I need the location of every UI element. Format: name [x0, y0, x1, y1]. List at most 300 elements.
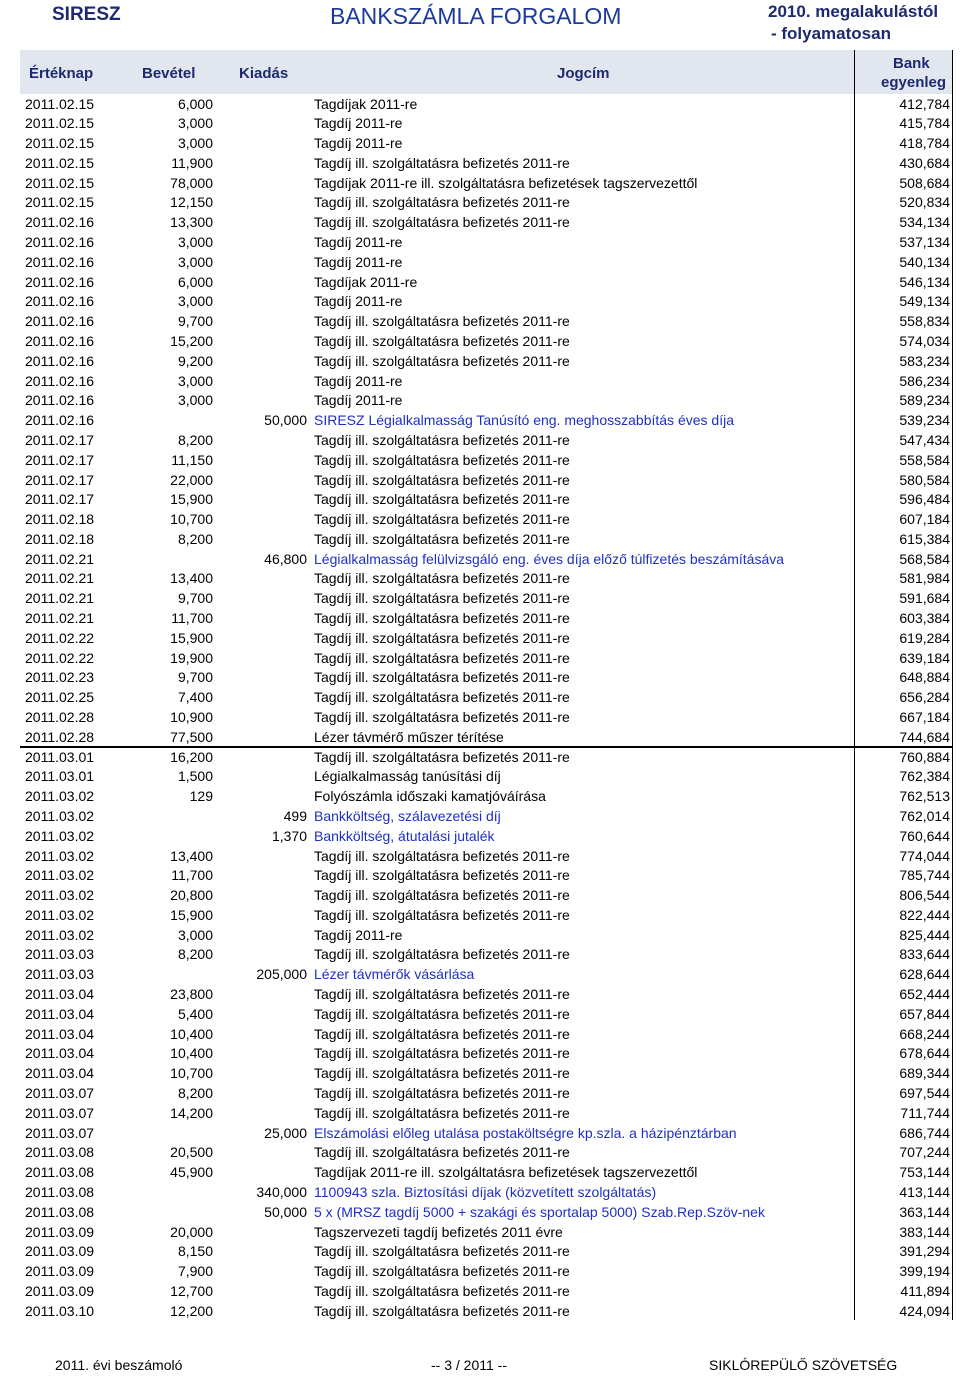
row-expense: 340,000	[256, 1183, 307, 1200]
row-description: Bankköltség, átutalási jutalék	[314, 827, 495, 844]
row-description: Tagdíj ill. szolgáltatásra befizetés 2011-re	[314, 214, 570, 231]
row-income: 12,150	[170, 194, 213, 211]
row-balance: 833,644	[899, 946, 950, 963]
row-balance: 539,234	[899, 412, 950, 429]
row-balance: 753,144	[899, 1164, 950, 1181]
table-row	[0, 588, 960, 608]
row-description: Tagdíj ill. szolgáltatásra befizetés 2011-re	[314, 570, 570, 587]
row-balance: 762,014	[899, 807, 950, 824]
row-balance: 430,684	[899, 154, 950, 171]
row-balance: 540,134	[899, 253, 950, 270]
row-description: Tagdíj ill. szolgáltatásra befizetés 2011-re	[314, 847, 570, 864]
row-description: Tagdíj 2011-re	[314, 392, 403, 409]
row-expense: 1,370	[271, 827, 307, 844]
row-balance: 534,134	[899, 214, 950, 231]
row-income: 10,400	[170, 1045, 213, 1062]
row-balance: 558,584	[899, 451, 950, 468]
row-income: 15,200	[170, 332, 213, 349]
row-description: Tagdíj ill. szolgáltatásra befizetés 2011-re	[314, 451, 570, 468]
row-balance: 415,784	[899, 115, 950, 132]
row-balance: 586,234	[899, 372, 950, 389]
row-income: 45,900	[170, 1164, 213, 1181]
row-expense: 499	[283, 807, 307, 824]
table-row	[0, 1063, 960, 1083]
row-balance: 383,144	[899, 1223, 950, 1240]
table-row	[0, 707, 960, 727]
row-date: 2011.02.16	[25, 214, 95, 231]
row-balance: 806,544	[899, 887, 950, 904]
row-date: 2011.02.28	[25, 708, 95, 725]
row-balance: 619,284	[899, 629, 950, 646]
row-balance: 411,894	[900, 1282, 950, 1299]
row-income: 3,000	[177, 372, 213, 389]
row-date: 2011.02.16	[25, 352, 95, 369]
row-income: 23,800	[170, 986, 213, 1003]
row-description: Tagdíjak 2011-re ill. szolgáltatásra befizetések tagszervezettől	[314, 1164, 698, 1181]
table-row	[0, 1182, 960, 1202]
column-header-date: Értéknap	[29, 65, 94, 82]
row-date: 2011.03.10	[25, 1302, 95, 1319]
row-income: 3,000	[177, 392, 213, 409]
row-description: Tagdíj ill. szolgáltatásra befizetés 2011-re	[314, 946, 570, 963]
column-header-balance-line2: egyenleg	[881, 74, 947, 91]
column-header-income: Bevétel	[142, 65, 196, 82]
table-row	[0, 133, 960, 153]
row-date: 2011.02.21	[25, 610, 95, 627]
table-row	[0, 252, 960, 272]
row-date: 2011.03.07	[25, 1124, 95, 1141]
row-description: 1100943 szla. Biztosítási díjak (közvetített szolgáltatás)	[314, 1183, 657, 1200]
row-date: 2011.03.01	[25, 748, 95, 765]
row-date: 2011.02.15	[25, 154, 95, 171]
row-date: 2011.03.04	[25, 1005, 95, 1022]
row-description: Tagdíj ill. szolgáltatásra befizetés 2011-re	[314, 1302, 570, 1319]
row-balance: 558,834	[899, 313, 950, 330]
row-description: Tagdíjak 2011-re	[314, 95, 418, 112]
row-income: 13,300	[170, 214, 213, 231]
table-row	[0, 410, 960, 430]
row-date: 2011.02.18	[25, 530, 95, 547]
row-date: 2011.03.02	[25, 827, 95, 844]
row-balance: 762,513	[899, 788, 950, 805]
row-date: 2011.03.02	[25, 867, 95, 884]
row-balance: 546,134	[899, 273, 950, 290]
row-date: 2011.02.16	[25, 332, 95, 349]
table-row	[0, 470, 960, 490]
table-row	[0, 94, 960, 114]
row-description: Tagdíj ill. szolgáltatásra befizetés 2011-re	[314, 610, 570, 627]
row-income: 78,000	[170, 174, 213, 191]
row-income: 8,200	[177, 946, 213, 963]
row-balance: 399,194	[899, 1263, 950, 1280]
row-balance: 697,544	[899, 1085, 950, 1101]
table-row	[0, 1202, 960, 1222]
row-date: 2011.02.21	[25, 590, 95, 607]
table-row	[0, 568, 960, 588]
row-income: 6,000	[177, 273, 213, 290]
row-date: 2011.03.01	[25, 768, 95, 785]
row-description: Tagdíj ill. szolgáltatásra befizetés 2011-re	[314, 491, 570, 508]
table-row	[0, 232, 960, 252]
table-row	[0, 608, 960, 628]
table-row	[0, 331, 960, 351]
row-balance: 686,744	[899, 1124, 950, 1141]
row-balance: 418,784	[899, 135, 950, 152]
row-income: 3,000	[177, 926, 213, 943]
row-balance: 760,884	[899, 748, 950, 765]
footer-report-name: 2011. évi beszámoló	[55, 1357, 183, 1373]
row-income: 7,900	[177, 1263, 213, 1280]
row-income: 8,200	[177, 1085, 213, 1101]
row-date: 2011.03.02	[25, 906, 95, 923]
table-row	[0, 628, 960, 648]
row-income: 10,900	[170, 708, 213, 725]
row-description: Tagdíj ill. szolgáltatásra befizetés 2011-re	[314, 1025, 570, 1042]
row-description: Tagdíj ill. szolgáltatásra befizetés 2011-re	[314, 1065, 570, 1082]
row-balance: 589,234	[899, 392, 950, 409]
row-expense: 46,800	[264, 550, 307, 567]
table-row	[0, 826, 960, 846]
row-description: Tagdíj 2011-re	[314, 293, 403, 310]
row-income: 11,700	[171, 867, 213, 884]
row-date: 2011.02.15	[25, 135, 95, 152]
table-row	[0, 371, 960, 391]
row-income: 10,700	[170, 511, 213, 528]
row-description: Tagdíj ill. szolgáltatásra befizetés 2011-re	[314, 986, 570, 1003]
row-expense: 25,000	[264, 1124, 307, 1141]
row-description: Bankköltség, szálavezetési díj	[314, 807, 501, 824]
row-description: Tagszervezeti tagdíj befizetés 2011 évre	[314, 1223, 563, 1240]
row-date: 2011.02.22	[25, 649, 95, 666]
row-balance: 657,844	[899, 1005, 950, 1022]
row-income: 10,400	[170, 1025, 213, 1042]
table-row	[0, 1004, 960, 1024]
row-description: Tagdíj ill. szolgáltatásra befizetés 2011-re	[314, 194, 570, 211]
row-income: 129	[189, 788, 213, 805]
row-income: 7,400	[177, 689, 213, 706]
row-date: 2011.02.17	[25, 431, 95, 448]
row-date: 2011.03.09	[25, 1243, 95, 1260]
row-description: Tagdíj 2011-re	[314, 926, 403, 943]
row-description: Légialkalmasság tanúsítási díj	[314, 768, 501, 785]
table-row	[0, 311, 960, 331]
row-income: 8,150	[177, 1243, 213, 1260]
row-description: Tagdíj ill. szolgáltatásra befizetés 2011-re	[314, 1243, 570, 1260]
row-description: Tagdíjak 2011-re	[314, 273, 418, 290]
table-row	[0, 727, 960, 747]
row-balance: 639,184	[899, 649, 950, 666]
table-row	[0, 351, 960, 371]
table-row	[0, 925, 960, 945]
row-income: 20,800	[170, 887, 213, 904]
row-balance: 744,684	[899, 728, 950, 745]
row-date: 2011.02.16	[25, 372, 95, 389]
row-date: 2011.02.15	[25, 174, 95, 191]
row-income: 15,900	[170, 491, 213, 508]
row-income: 9,700	[177, 669, 213, 686]
row-description: Tagdíj ill. szolgáltatásra befizetés 2011-re	[314, 708, 570, 725]
table-row	[0, 549, 960, 569]
table-row	[0, 944, 960, 964]
row-description: SIRESZ Légialkalmasság Tanúsító eng. meghosszabbítás éves díja	[314, 412, 734, 429]
row-date: 2011.03.02	[25, 788, 95, 805]
row-description: Tagdíj ill. szolgáltatásra befizetés 2011-re	[314, 590, 570, 607]
table-row	[0, 1043, 960, 1063]
table-row	[0, 786, 960, 806]
row-date: 2011.03.09	[25, 1223, 95, 1240]
row-description: Tagdíj ill. szolgáltatásra befizetés 2011-re	[314, 748, 570, 765]
organization-name: SIRESZ	[52, 4, 121, 25]
table-row	[0, 1281, 960, 1301]
row-balance: 707,244	[899, 1144, 950, 1161]
table-row	[0, 1301, 960, 1321]
row-date: 2011.02.17	[25, 451, 95, 468]
row-date: 2011.03.03	[25, 946, 95, 963]
table-row	[0, 648, 960, 668]
row-date: 2011.03.04	[25, 1065, 95, 1082]
row-description: Tagdíj ill. szolgáltatásra befizetés 2011-re	[314, 1263, 570, 1280]
period-label: 2010. megalakulástól	[768, 2, 939, 21]
row-date: 2011.03.04	[25, 1045, 95, 1062]
row-balance: 628,644	[899, 966, 950, 983]
table-row	[0, 1142, 960, 1162]
row-income: 16,200	[170, 748, 213, 765]
row-balance: 760,644	[899, 827, 950, 844]
row-date: 2011.03.02	[25, 926, 95, 943]
row-description: Tagdíj ill. szolgáltatásra befizetés 2011-re	[314, 689, 570, 706]
row-date: 2011.02.16	[25, 234, 95, 251]
table-row	[0, 173, 960, 193]
row-description: Folyószámla időszaki kamatjóváírása	[314, 788, 546, 805]
table-row	[0, 192, 960, 212]
table-row	[0, 1024, 960, 1044]
row-balance: 508,684	[899, 174, 950, 191]
row-date: 2011.03.08	[25, 1144, 95, 1161]
row-description: Tagdíj ill. szolgáltatásra befizetés 2011-re	[314, 313, 570, 330]
row-balance: 689,344	[899, 1065, 950, 1082]
row-description: 5 x (MRSZ tagdíj 5000 + szakági és sportalap 5000) Szab.Rep.Szöv-nek	[314, 1203, 765, 1220]
row-date: 2011.03.08	[25, 1203, 95, 1220]
row-income: 3,000	[177, 293, 213, 310]
row-description: Tagdíj ill. szolgáltatásra befizetés 2011-re	[314, 511, 570, 528]
row-date: 2011.03.03	[25, 966, 95, 983]
row-date: 2011.03.04	[25, 1025, 95, 1042]
table-row	[0, 905, 960, 925]
row-income: 5,400	[177, 1005, 213, 1022]
row-balance: 667,184	[899, 708, 950, 725]
row-date: 2011.02.17	[25, 491, 95, 508]
row-date: 2011.02.21	[25, 550, 95, 567]
table-row	[0, 1083, 960, 1103]
row-description: Tagdíj ill. szolgáltatásra befizetés 2011-re	[314, 669, 570, 686]
row-date: 2011.02.21	[25, 570, 95, 587]
row-balance: 412,784	[899, 95, 950, 112]
row-date: 2011.03.08	[25, 1183, 95, 1200]
row-description: Tagdíj ill. szolgáltatásra befizetés 2011-re	[314, 154, 570, 171]
table-row	[0, 450, 960, 470]
row-balance: 711,744	[900, 1104, 950, 1121]
row-balance: 547,434	[899, 431, 950, 448]
row-description: Lézer távmérő műszer térítése	[314, 728, 504, 745]
row-balance: 678,644	[899, 1045, 950, 1062]
row-income: 20,500	[170, 1144, 213, 1161]
row-balance: 537,134	[899, 234, 950, 251]
row-date: 2011.02.28	[25, 728, 95, 745]
row-balance: 413,144	[899, 1183, 950, 1200]
row-date: 2011.03.09	[25, 1263, 95, 1280]
row-description: Tagdíj 2011-re	[314, 253, 403, 270]
row-income: 11,700	[171, 610, 213, 627]
row-date: 2011.02.16	[25, 293, 95, 310]
row-date: 2011.03.09	[25, 1282, 95, 1299]
row-income: 8,200	[177, 530, 213, 547]
row-description: Tagdíj 2011-re	[314, 135, 403, 152]
row-expense: 50,000	[264, 1203, 307, 1220]
page-title: BANKSZÁMLA FORGALOM	[330, 3, 622, 29]
row-balance: 580,584	[899, 471, 950, 488]
row-income: 3,000	[177, 253, 213, 270]
row-description: Tagdíj ill. szolgáltatásra befizetés 2011-re	[314, 906, 570, 923]
table-row	[0, 687, 960, 707]
row-income: 10,700	[170, 1065, 213, 1082]
row-balance: 391,294	[899, 1243, 950, 1260]
row-balance: 424,094	[899, 1302, 950, 1319]
row-balance: 549,134	[899, 293, 950, 310]
row-description: Tagdíj ill. szolgáltatásra befizetés 2011-re	[314, 332, 570, 349]
row-balance: 568,584	[899, 550, 950, 567]
row-income: 15,900	[170, 629, 213, 646]
row-balance: 615,384	[899, 530, 950, 547]
row-description: Tagdíj ill. szolgáltatásra befizetés 2011-re	[314, 1045, 570, 1062]
row-income: 12,200	[170, 1302, 213, 1319]
table-row	[0, 113, 960, 133]
row-balance: 574,034	[899, 332, 950, 349]
row-balance: 822,444	[899, 906, 950, 923]
table-row	[0, 390, 960, 410]
row-date: 2011.02.23	[25, 669, 95, 686]
row-income: 13,400	[170, 570, 213, 587]
row-income: 3,000	[177, 115, 213, 132]
row-date: 2011.03.02	[25, 807, 95, 824]
table-row	[0, 1123, 960, 1143]
row-description: Tagdíj ill. szolgáltatásra befizetés 2011-re	[314, 649, 570, 666]
row-income: 3,000	[177, 234, 213, 251]
row-description: Tagdíj ill. szolgáltatásra befizetés 2011-re	[314, 1144, 570, 1161]
row-balance: 603,384	[899, 610, 950, 627]
table-row	[0, 272, 960, 292]
row-description: Tagdíj 2011-re	[314, 372, 403, 389]
row-description: Lézer távmérők vásárlása	[314, 966, 475, 983]
row-date: 2011.02.16	[25, 313, 95, 330]
table-row	[0, 291, 960, 311]
row-income: 11,900	[171, 154, 213, 171]
row-date: 2011.02.16	[25, 392, 95, 409]
row-income: 9,700	[177, 590, 213, 607]
table-row	[0, 1162, 960, 1182]
row-income: 9,200	[177, 352, 213, 369]
row-date: 2011.02.16	[25, 412, 95, 429]
table-row	[0, 509, 960, 529]
row-balance: 583,234	[899, 352, 950, 369]
row-description: Tagdíj ill. szolgáltatásra befizetés 2011-re	[314, 1085, 570, 1101]
table-row	[0, 984, 960, 1004]
row-income: 14,200	[170, 1104, 213, 1121]
table-row	[0, 529, 960, 549]
row-description: Légialkalmasság felülvizsgáló eng. éves díja előző túlfizetés beszámításáva	[314, 550, 785, 567]
table-row	[0, 747, 960, 767]
table-row	[0, 1103, 960, 1123]
table-row	[0, 212, 960, 232]
row-income: 8,200	[177, 431, 213, 448]
row-description: Tagdíj ill. szolgáltatásra befizetés 2011-re	[314, 530, 570, 547]
row-description: Tagdíj ill. szolgáltatásra befizetés 2011-re	[314, 629, 570, 646]
row-balance: 762,384	[899, 768, 950, 785]
row-description: Tagdíj ill. szolgáltatásra befizetés 2011-re	[314, 471, 570, 488]
table-row	[0, 766, 960, 786]
row-income: 22,000	[170, 471, 213, 488]
table-row	[0, 1222, 960, 1242]
row-income: 3,000	[177, 135, 213, 152]
row-description: Tagdíj ill. szolgáltatásra befizetés 2011-re	[314, 1282, 570, 1299]
row-description: Tagdíj ill. szolgáltatásra befizetés 2011-re	[314, 867, 570, 884]
row-description: Tagdíj ill. szolgáltatásra befizetés 2011-re	[314, 887, 570, 904]
row-balance: 596,484	[899, 491, 950, 508]
row-description: Elszámolási előleg utalása postaköltségre kp.szla. a házipénztárban	[314, 1124, 737, 1141]
row-date: 2011.03.08	[25, 1164, 95, 1181]
row-date: 2011.03.02	[25, 887, 95, 904]
row-description: Tagdíjak 2011-re ill. szolgáltatásra befizetések tagszervezettől	[314, 174, 698, 191]
row-description: Tagdíj ill. szolgáltatásra befizetés 2011-re	[314, 352, 570, 369]
row-date: 2011.02.25	[25, 689, 95, 706]
period-sublabel: - folyamatosan	[771, 24, 891, 43]
row-balance: 520,834	[899, 194, 950, 211]
column-header-balance: Bank	[893, 55, 930, 72]
row-balance: 648,884	[899, 669, 950, 686]
row-date: 2011.02.18	[25, 511, 95, 528]
table-row	[0, 865, 960, 885]
table-row	[0, 846, 960, 866]
row-balance: 668,244	[899, 1025, 950, 1042]
row-balance: 591,684	[899, 590, 950, 607]
row-income: 19,900	[170, 649, 213, 666]
row-income: 13,400	[170, 847, 213, 864]
row-balance: 652,444	[899, 986, 950, 1003]
table-row	[0, 964, 960, 984]
table-row	[0, 489, 960, 509]
row-date: 2011.02.16	[25, 273, 95, 290]
row-date: 2011.02.17	[25, 471, 95, 488]
table-row	[0, 885, 960, 905]
column-header-description: Jogcím	[557, 65, 610, 82]
row-income: 12,700	[170, 1282, 213, 1299]
row-balance: 774,044	[899, 847, 950, 864]
table-row	[0, 153, 960, 173]
row-date: 2011.03.04	[25, 986, 95, 1003]
column-header-expense: Kiadás	[239, 65, 289, 82]
row-date: 2011.02.16	[25, 253, 95, 270]
footer-page-number: -- 3 / 2011 --	[431, 1357, 507, 1373]
row-expense: 205,000	[256, 966, 307, 983]
row-income: 11,150	[171, 451, 213, 468]
row-income: 6,000	[177, 95, 213, 112]
row-balance: 607,184	[899, 511, 950, 528]
table-row	[0, 1241, 960, 1261]
row-income: 9,700	[177, 313, 213, 330]
row-description: Tagdíj 2011-re	[314, 234, 403, 251]
row-description: Tagdíj ill. szolgáltatásra befizetés 2011-re	[314, 431, 570, 448]
row-expense: 50,000	[264, 412, 307, 429]
row-date: 2011.03.02	[25, 847, 95, 864]
